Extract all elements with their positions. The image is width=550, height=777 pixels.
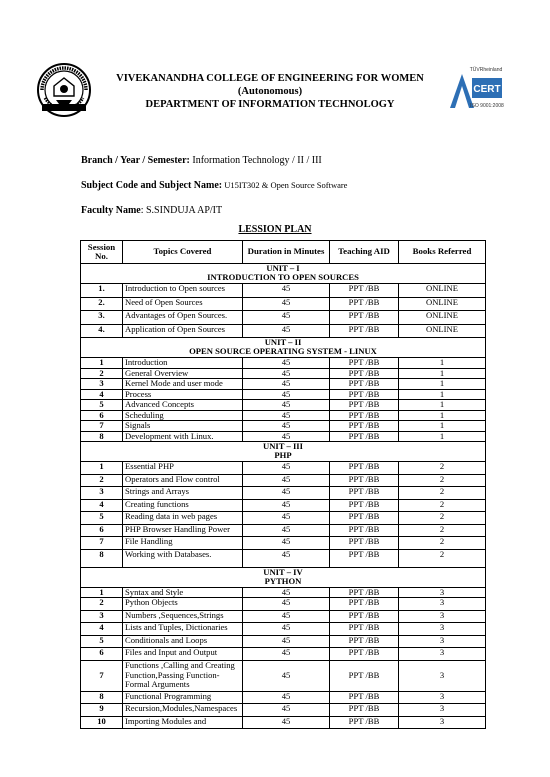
books-cell: 3 — [399, 691, 486, 704]
topic-cell: Numbers ,Sequences,Strings — [123, 610, 243, 623]
topic-cell: Reading data in web pages — [123, 512, 243, 525]
teaching-aid-cell: PPT /BB — [330, 421, 399, 432]
table-row — [81, 487, 486, 500]
topic-cell: Functions ,Calling and Creating Function,Passing Function- Formal Arguments — [123, 660, 243, 691]
teaching-aid-cell: PPT /BB — [330, 462, 399, 475]
branch-line — [81, 155, 322, 166]
topic-cell: Python Objects — [123, 598, 243, 611]
books-cell: 2 — [399, 487, 486, 500]
books-cell: 1 — [399, 410, 486, 421]
unit-heading-row — [81, 442, 486, 462]
table-row — [81, 379, 486, 390]
duration-cell: 45 — [243, 623, 330, 636]
teaching-aid-cell: PPT /BB — [330, 400, 399, 411]
duration-cell: 45 — [243, 379, 330, 390]
table-row — [81, 623, 486, 636]
books-cell: 3 — [399, 660, 486, 691]
teaching-aid-cell: PPT /BB — [330, 431, 399, 442]
session-no-cell: 4. — [81, 324, 123, 338]
unit-heading — [81, 442, 486, 462]
teaching-aid-cell: PPT /BB — [330, 704, 399, 717]
duration-cell: 45 — [243, 635, 330, 648]
books-cell: ONLINE — [399, 297, 486, 311]
unit-title: INTRODUCTION TO OPEN SOURCES — [207, 272, 359, 283]
session-no-cell: 1 — [81, 462, 123, 475]
session-no-cell: 8 — [81, 691, 123, 704]
books-cell: ONLINE — [399, 284, 486, 298]
table-row — [81, 549, 486, 567]
duration-cell: 45 — [243, 660, 330, 691]
session-no-cell: 2. — [81, 297, 123, 311]
topic-cell: Creating functions — [123, 499, 243, 512]
unit-title: PYTHON — [264, 575, 302, 586]
autonomous-label: (Autonomous) — [237, 86, 303, 97]
faculty-value: : S.SINDUJA AP/IT — [140, 205, 223, 216]
duration-cell: 45 — [243, 549, 330, 567]
header-books: Books Referred — [399, 241, 486, 264]
faculty-line — [81, 205, 222, 216]
table-row — [81, 691, 486, 704]
table-row — [81, 474, 486, 487]
table-row — [81, 421, 486, 432]
cert-sub-text: ISO 9001:2008 — [470, 103, 504, 109]
books-cell: 1 — [399, 421, 486, 432]
table-row — [81, 358, 486, 369]
books-cell: 1 — [399, 368, 486, 379]
session-no-cell: 5 — [81, 400, 123, 411]
session-no-cell: 2 — [81, 598, 123, 611]
session-no-cell: 4 — [81, 389, 123, 400]
table-row — [81, 587, 486, 598]
branch-value: Information Technology / II / III — [189, 155, 322, 166]
duration-cell: 45 — [243, 499, 330, 512]
duration-cell: 45 — [243, 537, 330, 550]
teaching-aid-cell: PPT /BB — [330, 487, 399, 500]
books-cell: ONLINE — [399, 311, 486, 325]
session-no-cell: 2 — [81, 368, 123, 379]
header-session-no: Session No. — [81, 241, 123, 264]
unit-number: UNIT – I — [266, 263, 300, 273]
duration-cell: 45 — [243, 598, 330, 611]
session-no-cell: 3 — [81, 379, 123, 390]
session-no-cell: 2 — [81, 474, 123, 487]
topic-cell: Advanced Concepts — [123, 400, 243, 411]
college-seal-logo — [36, 62, 92, 118]
teaching-aid-cell: PPT /BB — [330, 623, 399, 636]
topic-cell: Application of Open Sources — [123, 324, 243, 338]
topic-cell: Scheduling — [123, 410, 243, 421]
books-cell: 3 — [399, 598, 486, 611]
topic-cell: Syntax and Style — [123, 587, 243, 598]
teaching-aid-cell: PPT /BB — [330, 691, 399, 704]
teaching-aid-cell: PPT /BB — [330, 297, 399, 311]
teaching-aid-cell: PPT /BB — [330, 474, 399, 487]
topic-cell: File Handling — [123, 537, 243, 550]
teaching-aid-cell: PPT /BB — [330, 549, 399, 567]
session-no-cell: 8 — [81, 549, 123, 567]
topic-cell: Signals — [123, 421, 243, 432]
table-row — [81, 610, 486, 623]
unit-number: UNIT – III — [263, 441, 303, 451]
topic-cell: Files and Input and Output — [123, 648, 243, 661]
session-no-cell: 5 — [81, 635, 123, 648]
session-no-cell: 3 — [81, 487, 123, 500]
books-cell: 1 — [399, 358, 486, 369]
topic-cell: Introduction to Open sources — [123, 284, 243, 298]
books-cell: 2 — [399, 537, 486, 550]
unit-heading-row — [81, 264, 486, 284]
duration-cell: 45 — [243, 716, 330, 729]
table-row — [81, 537, 486, 550]
duration-cell: 45 — [243, 648, 330, 661]
subject-label: Subject Code and Subject Name: — [81, 180, 223, 191]
teaching-aid-cell: PPT /BB — [330, 648, 399, 661]
table-row — [81, 598, 486, 611]
lesson-plan-title: LESSION PLAN — [238, 224, 312, 235]
table-row — [81, 389, 486, 400]
topic-cell: Advantages of Open Sources. — [123, 311, 243, 325]
header-duration: Duration in Minutes — [243, 241, 330, 264]
table-row — [81, 431, 486, 442]
topic-cell: Functional Programming — [123, 691, 243, 704]
iso-cert-logo — [446, 64, 504, 116]
duration-cell: 45 — [243, 691, 330, 704]
books-cell: 1 — [399, 389, 486, 400]
table-row — [81, 716, 486, 729]
session-no-cell: 6 — [81, 648, 123, 661]
books-cell: 3 — [399, 610, 486, 623]
books-cell: 2 — [399, 524, 486, 537]
teaching-aid-cell: PPT /BB — [330, 660, 399, 691]
session-no-cell: 4 — [81, 499, 123, 512]
unit-heading-row — [81, 567, 486, 587]
session-no-cell: 1. — [81, 284, 123, 298]
teaching-aid-cell: PPT /BB — [330, 587, 399, 598]
table-row — [81, 410, 486, 421]
books-cell: 2 — [399, 499, 486, 512]
table-row — [81, 512, 486, 525]
teaching-aid-cell: PPT /BB — [330, 379, 399, 390]
cert-main-text: CERT — [473, 84, 501, 95]
teaching-aid-cell: PPT /BB — [330, 389, 399, 400]
topic-cell: Lists and Tuples, Dictionaries — [123, 623, 243, 636]
books-cell: 3 — [399, 704, 486, 717]
duration-cell: 45 — [243, 311, 330, 325]
topic-cell: Strings and Arrays — [123, 487, 243, 500]
topic-cell: Kernel Mode and user mode — [123, 379, 243, 390]
table-row — [81, 704, 486, 717]
cert-top-text: TÜVRheinland — [469, 67, 503, 73]
books-cell: 2 — [399, 549, 486, 567]
topic-cell: Working with Databases. — [123, 549, 243, 567]
topic-cell: Introduction — [123, 358, 243, 369]
duration-cell: 45 — [243, 421, 330, 432]
unit-heading — [81, 264, 486, 284]
duration-cell: 45 — [243, 284, 330, 298]
faculty-label: Faculty Name — [81, 205, 141, 216]
branch-label: Branch / Year / Semester: — [81, 155, 190, 166]
unit-number: UNIT – II — [264, 337, 302, 347]
duration-cell: 45 — [243, 610, 330, 623]
books-cell: 3 — [399, 623, 486, 636]
books-cell: 1 — [399, 431, 486, 442]
teaching-aid-cell: PPT /BB — [330, 410, 399, 421]
table-row — [81, 284, 486, 298]
table-row — [81, 524, 486, 537]
session-no-cell: 6 — [81, 410, 123, 421]
teaching-aid-cell: PPT /BB — [330, 368, 399, 379]
teaching-aid-cell: PPT /BB — [330, 499, 399, 512]
session-no-cell: 7 — [81, 421, 123, 432]
teaching-aid-cell: PPT /BB — [330, 324, 399, 338]
session-no-cell: 3 — [81, 610, 123, 623]
teaching-aid-cell: PPT /BB — [330, 598, 399, 611]
teaching-aid-cell: PPT /BB — [330, 358, 399, 369]
duration-cell: 45 — [243, 474, 330, 487]
unit-heading — [81, 567, 486, 587]
teaching-aid-cell: PPT /BB — [330, 524, 399, 537]
books-cell: 2 — [399, 474, 486, 487]
topic-cell: Development with Linux. — [123, 431, 243, 442]
books-cell: 3 — [399, 587, 486, 598]
teaching-aid-cell: PPT /BB — [330, 537, 399, 550]
subject-line — [81, 180, 347, 191]
teaching-aid-cell: PPT /BB — [330, 512, 399, 525]
topic-cell: Need of Open Sources — [123, 297, 243, 311]
unit-title: OPEN SOURCE OPERATING SYSTEM - LINUX — [189, 346, 377, 357]
books-cell: ONLINE — [399, 324, 486, 338]
session-no-cell: 6 — [81, 524, 123, 537]
teaching-aid-cell: PPT /BB — [330, 716, 399, 729]
teaching-aid-cell: PPT /BB — [330, 610, 399, 623]
books-cell: 2 — [399, 462, 486, 475]
table-row — [81, 297, 486, 311]
header-teaching-aid: Teaching AID — [330, 241, 399, 264]
duration-cell: 45 — [243, 410, 330, 421]
books-cell: 3 — [399, 635, 486, 648]
books-cell: 1 — [399, 379, 486, 390]
subject-value: U15IT302 & Open Source Software — [222, 180, 348, 190]
topic-cell: Operators and Flow control — [123, 474, 243, 487]
topic-cell: PHP Browser Handling Power — [123, 524, 243, 537]
duration-cell: 45 — [243, 462, 330, 475]
teaching-aid-cell: PPT /BB — [330, 284, 399, 298]
session-no-cell: 1 — [81, 358, 123, 369]
duration-cell: 45 — [243, 389, 330, 400]
table-row — [81, 660, 486, 691]
table-row — [81, 499, 486, 512]
books-cell: 3 — [399, 716, 486, 729]
department-name: DEPARTMENT OF INFORMATION TECHNOLOGY — [145, 99, 395, 110]
duration-cell: 45 — [243, 587, 330, 598]
table-row — [81, 462, 486, 475]
session-no-cell: 4 — [81, 623, 123, 636]
duration-cell: 45 — [243, 368, 330, 379]
session-no-cell: 5 — [81, 512, 123, 525]
books-cell: 3 — [399, 648, 486, 661]
session-no-cell: 8 — [81, 431, 123, 442]
teaching-aid-cell: PPT /BB — [330, 635, 399, 648]
topic-cell: General Overview — [123, 368, 243, 379]
topic-cell: Conditionals and Loops — [123, 635, 243, 648]
books-cell: 2 — [399, 512, 486, 525]
table-row — [81, 368, 486, 379]
header-topics: Topics Covered — [123, 241, 243, 264]
duration-cell: 45 — [243, 487, 330, 500]
topic-cell: Process — [123, 389, 243, 400]
table-header-row — [81, 241, 486, 264]
duration-cell: 45 — [243, 324, 330, 338]
duration-cell: 45 — [243, 431, 330, 442]
table-row — [81, 400, 486, 411]
lesson-plan-table — [80, 240, 486, 729]
duration-cell: 45 — [243, 512, 330, 525]
table-row — [81, 648, 486, 661]
table-row — [81, 635, 486, 648]
books-cell: 1 — [399, 400, 486, 411]
unit-heading — [81, 338, 486, 358]
duration-cell: 45 — [243, 704, 330, 717]
table-row — [81, 311, 486, 325]
session-no-cell: 3. — [81, 311, 123, 325]
session-no-cell: 1 — [81, 587, 123, 598]
duration-cell: 45 — [243, 358, 330, 369]
duration-cell: 45 — [243, 400, 330, 411]
session-no-cell: 10 — [81, 716, 123, 729]
topic-cell: Importing Modules and — [123, 716, 243, 729]
session-no-cell: 9 — [81, 704, 123, 717]
duration-cell: 45 — [243, 524, 330, 537]
duration-cell: 45 — [243, 297, 330, 311]
unit-number: UNIT – IV — [263, 566, 303, 577]
teaching-aid-cell: PPT /BB — [330, 311, 399, 325]
table-row — [81, 324, 486, 338]
college-name: VIVEKANANDHA COLLEGE OF ENGINEERING FOR WOMEN — [116, 73, 424, 84]
unit-title: PHP — [274, 450, 292, 461]
session-no-cell: 7 — [81, 537, 123, 550]
unit-heading-row — [81, 338, 486, 358]
topic-cell: Essential PHP — [123, 462, 243, 475]
session-no-cell: 7 — [81, 660, 123, 691]
topic-cell: Recursion,Modules,Namespaces — [123, 704, 243, 717]
